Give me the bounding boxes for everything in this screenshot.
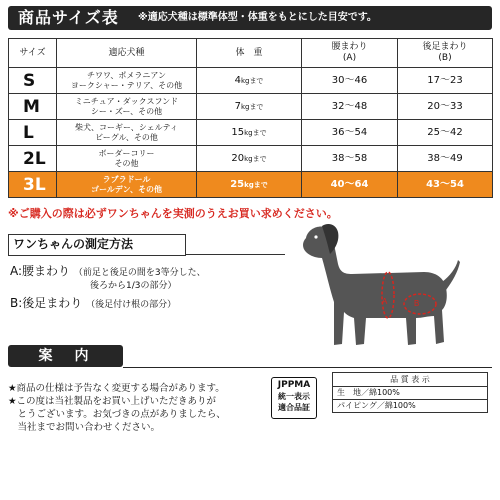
breed-cell [57,94,197,120]
size-cell: 3L [9,172,57,198]
purchase-warning: ※ご購入の際は必ずワンちゃんを実測のうえお買い求めください。 [8,207,338,220]
weight-suffix: まで [249,76,264,85]
measure-b-label: B:後足まわり [10,296,83,310]
col-leg [398,39,493,68]
table-row [9,68,493,94]
leg-cell: 43〜54 [398,172,493,198]
measure-a-note-2: 後ろから1/3の部分） [90,281,177,291]
quality-value: ／綿100% [376,401,416,410]
quality-label: パイピング [337,401,377,410]
size-cell: S [9,68,57,94]
col-leg-label: 後足まわり [422,42,468,52]
guide-title: 案 内 [38,348,93,364]
quality-cell [333,400,488,413]
measure-b [10,296,176,312]
size-chart-title: 商品サイズ表 [18,8,119,27]
table-row [9,120,493,146]
weight-cell [197,68,302,94]
table-row [9,146,493,172]
quality-value: ／綿100% [361,388,400,397]
col-size: サイズ [9,39,57,68]
col-leg-sub: (B) [438,53,452,63]
guide-note-line: ★商品の仕様は予告なく変更する場合があります。 [8,383,225,394]
dog-label-b: B [414,299,420,308]
dog-eye-icon [314,235,317,238]
quality-row [333,400,488,413]
weight-suffix: まで [252,154,267,163]
jppma-badge [271,377,317,419]
size-table-header [9,39,493,68]
weight-unit: kg [240,76,250,85]
quality-row [333,387,488,400]
weight-unit: kg [244,154,253,163]
jppma-line-2: 統一表示 [278,392,310,401]
breed-cell [57,146,197,172]
leg-cell: 38〜49 [398,146,493,172]
col-breed: 適応犬種 [57,39,197,68]
weight-suffix: まで [253,180,268,189]
quality-header-row [333,373,488,387]
breed-line: チワワ、ポメラニアン [86,70,167,80]
weight-value: 15 [231,126,245,138]
col-waist-label: 腰まわり [331,42,368,52]
weight-cell [197,146,302,172]
leg-cell: 20〜33 [398,94,493,120]
measure-title-underline [185,254,285,255]
breed-line: ラブラドール [102,174,151,184]
waist-cell: 32〜48 [302,94,398,120]
quality-label: 生 地 [337,388,361,397]
col-waist [302,39,398,68]
measure-a-label: A:腰まわり [10,264,71,278]
weight-unit: kg [244,128,253,137]
leg-cell: 17〜23 [398,68,493,94]
breed-cell [57,120,197,146]
breed-line: ミニチュア・ダックスフンド [74,96,179,106]
weight-unit: kg [244,180,254,189]
dog-measurement-diagram [296,220,462,350]
breed-line: ゴールデン、その他 [90,184,163,194]
col-weight: 体 重 [197,39,302,68]
guide-header [8,345,123,367]
quality-label-table [332,372,488,413]
breed-cell [57,172,197,198]
breed-line: ビーグル、その他 [95,132,158,142]
waist-cell: 30〜46 [302,68,398,94]
breed-line: その他 [114,158,139,168]
weight-cell [197,94,302,120]
weight-value: 4 [234,74,241,86]
weight-value: 20 [231,152,245,164]
breed-line: シー・ズー、その他 [90,106,163,116]
size-cell: L [9,120,57,146]
weight-suffix: まで [252,128,267,137]
waist-cell: 38〜58 [302,146,398,172]
weight-value: 7 [234,100,241,112]
breed-line: ボーダーコリー [98,148,155,158]
weight-suffix: まで [249,102,264,111]
measure-b-note: （後足付け根の部分） [86,300,177,310]
guide-notes [8,382,268,434]
measure-title-box [8,234,186,256]
jppma-line-1: JPPMA [277,380,311,390]
quality-cell [333,387,488,400]
guide-underline [123,367,492,368]
size-chart-note: ※適応犬種は標準体型・体重をもとにした目安です。 [138,12,377,23]
measure-a [10,264,206,280]
measure-title: ワンちゃんの測定方法 [13,237,134,251]
table-row-highlighted [9,172,493,198]
leg-cell: 25〜42 [398,120,493,146]
guide-note-line: ★この度は当社製品をお買い上げいただきありが [8,396,217,407]
quality-title: 品 質 表 示 [333,373,488,387]
col-waist-sub: (A) [342,53,357,63]
measure-a-note: （前足と後足の間を3等分した、 [73,268,206,278]
weight-value: 25 [230,178,245,190]
dog-silhouette [303,224,460,345]
weight-cell [197,172,302,198]
breed-line: 柴犬、コーギー、シェルティ [75,122,178,132]
waist-cell: 40〜64 [302,172,398,198]
weight-unit: kg [240,102,250,111]
guide-note-line: とうございます。お気づきの点がありましたら、 [8,409,226,420]
size-cell: M [9,94,57,120]
dog-label-a: A [382,297,388,306]
size-table [8,38,493,198]
breed-line: ヨークシャー・テリア、その他 [70,80,183,90]
size-cell: 2L [9,146,57,172]
table-row [9,94,493,120]
jppma-line-3: 適合品証 [278,403,310,412]
waist-cell: 36〜54 [302,120,398,146]
guide-note-line: 当社までお問い合わせください。 [8,422,161,433]
size-chart-header [8,6,492,30]
breed-cell [57,68,197,94]
weight-cell [197,120,302,146]
